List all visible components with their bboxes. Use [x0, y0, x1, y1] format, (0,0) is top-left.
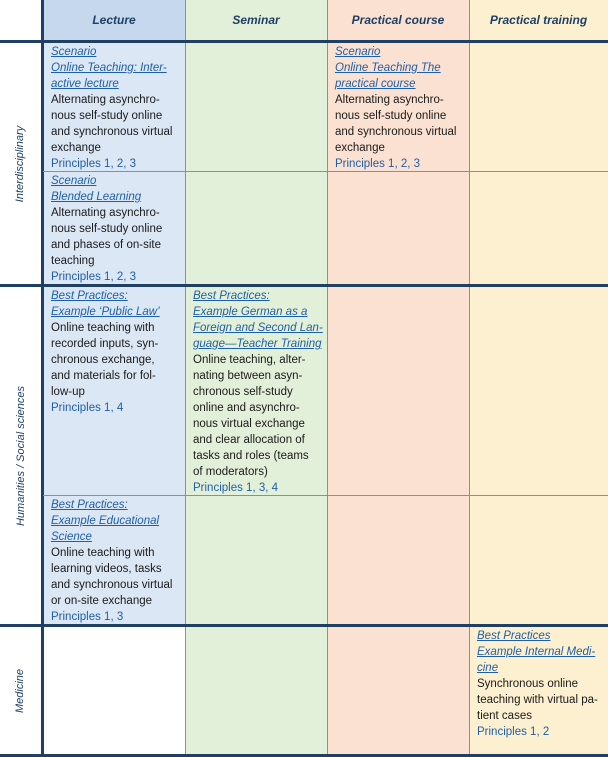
principles-text: Principles 1, 2, 3 — [51, 271, 137, 283]
cell-inter-lecture-blended — [51, 173, 183, 285]
principles-text: Principles 1, 2 — [477, 726, 550, 738]
scenario-description: Alternating asynchro- nous self-study online and synchronous virtual exchange — [335, 94, 457, 154]
column-divider — [185, 0, 186, 755]
row-label-interdisciplinary — [0, 43, 41, 284]
row-label-text: Interdisciplinary — [14, 125, 27, 202]
best-practice-description: Synchronous online teaching with virtual pa- tient cases — [477, 678, 598, 722]
cell-hum-seminar-german — [193, 288, 325, 496]
best-practice-description: Online teaching with learning videos, tasks and synchronous virtual or on-site exchange — [51, 547, 173, 607]
scenario-description: Alternating asynchro- nous self-study online and synchronous virtual exchange — [51, 94, 173, 154]
row-label-divider — [41, 0, 44, 755]
cell-hum-lecture-education — [51, 497, 183, 625]
scenario-link[interactable]: Scenario Blended Learning — [51, 175, 142, 203]
header-practical-course: Practical course — [327, 0, 469, 40]
principles-text: Principles 1, 4 — [51, 402, 124, 414]
scenario-link[interactable]: Scenario Online Teaching The practical course — [335, 46, 441, 90]
best-practice-link[interactable]: Best Practices: Example German as a Foreign and Second Lan- guage—Teacher Training — [193, 290, 323, 350]
cell-inter-practical-online — [335, 44, 467, 172]
row-label-text: Humanities / Social sciences — [14, 385, 27, 526]
scenario-description: Alternating asynchro- nous self-study online and phases of on-site teaching — [51, 207, 163, 267]
principles-text: Principles 1, 3 — [51, 611, 124, 623]
header-seminar: Seminar — [185, 0, 327, 40]
row-label-humanities — [0, 287, 41, 624]
cell-hum-lecture-public-law — [51, 288, 183, 416]
best-practice-description: Online teaching, alter- nating between asyn- chronous self-study online and asynchro- nous virtual exchange and clear allocation of tasks and roles (teams of moderators) — [193, 354, 309, 478]
best-practice-description: Online teaching with recorded inputs, syn- chronous exchange, and materials for fol- low-up — [51, 322, 159, 398]
column-divider — [327, 0, 328, 755]
header-practical-training: Practical training — [469, 0, 608, 40]
best-practice-link[interactable]: Best Practices: Example ‘Public Law’ — [51, 290, 160, 318]
column-divider — [469, 0, 470, 755]
cell-med-training-internal — [477, 628, 606, 740]
row-label-medicine — [0, 627, 41, 754]
medicine-lecture-cell — [43, 626, 185, 755]
principles-text: Principles 1, 3, 4 — [193, 482, 279, 494]
scenario-link[interactable]: Scenario Online Teaching: Inter- active lecture — [51, 46, 167, 90]
best-practice-link[interactable]: Best Practices Example Internal Medi- cine — [477, 630, 596, 674]
header-divider — [0, 40, 608, 43]
principles-text: Principles 1, 2, 3 — [335, 158, 421, 170]
principles-text: Principles 1, 2, 3 — [51, 158, 137, 170]
cell-inter-lecture-online — [51, 44, 183, 172]
row-label-text: Medicine — [14, 668, 27, 713]
row-divider — [43, 495, 608, 496]
header-lecture: Lecture — [43, 0, 185, 40]
best-practice-link[interactable]: Best Practices: Example Educational Science — [51, 499, 160, 543]
